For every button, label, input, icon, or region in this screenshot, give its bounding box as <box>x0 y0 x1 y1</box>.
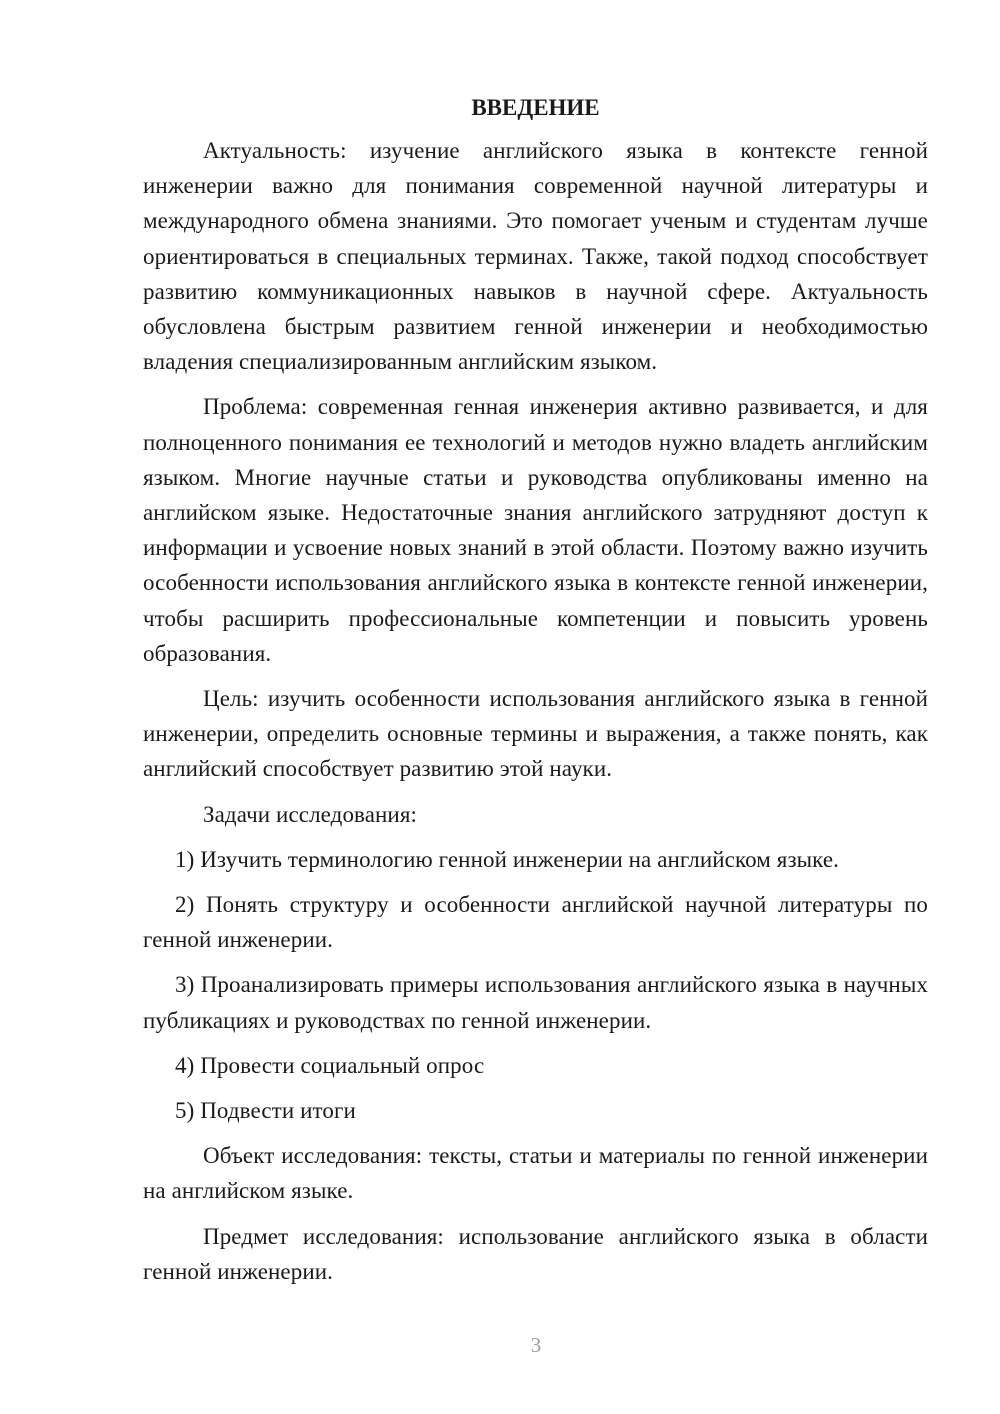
task-item: 2) Понять структуру и особенности английской научной литературы по генной инженерии. <box>143 892 928 953</box>
document-page <box>143 90 928 1299</box>
task-item: 1) Изучить терминологию генной инженерии на английском языке. <box>175 846 840 872</box>
section-title: ВВЕДЕНИЕ <box>471 95 600 120</box>
paragraph-subject: Предмет исследования: использование английского языка в области генной инженерии. <box>143 1223 928 1284</box>
paragraph-object: Объект исследования: тексты, статьи и материалы по генной инженерии на английском языке. <box>143 1143 928 1204</box>
page-number: 3 <box>530 1333 542 1357</box>
task-item: 4) Провести социальный опрос <box>175 1052 485 1078</box>
paragraph-relevance: Актуальность: изучение английского языка в контексте генной инженерии важно для понимания современной научной литературы и международного обмена знаниями. Это помогает ученым и студентам лучше ориентироваться в специальных терминах. Также, такой подход способствует развитию коммуникационных навыков в научной сфере. Актуальность обусловлена быстрым развитием генной инженерии и необходимостью владения специализированным английским языком. <box>143 138 928 375</box>
task-item: 3) Проанализировать примеры использования английского языка в научных публикациях и руководствах по генной инженерии. <box>143 972 928 1033</box>
paragraph-goal: Цель: изучить особенности использования английского языка в генной инженерии, определить основные термины и выражения, а также понять, как английский способствует развитию этой науки. <box>143 686 928 782</box>
task-item: 5) Подвести итоги <box>175 1098 356 1124</box>
paragraph-tasks-heading: Задачи исследования: <box>203 801 418 827</box>
paragraph-problem: Проблема: современная генная инженерия активно развивается, и для полноценного понимания ее технологий и методов нужно владеть английским языком. Многие научные статьи и руководства опубликованы именно на английском языке. Недостаточные знания английского затрудняют доступ к информации и усвоение новых знаний в этой области. Поэтому важно изучить особенности использования английского языка в контексте генной инженерии, чтобы расширить профессиональные компетенции и повысить уровень образования. <box>143 394 928 666</box>
